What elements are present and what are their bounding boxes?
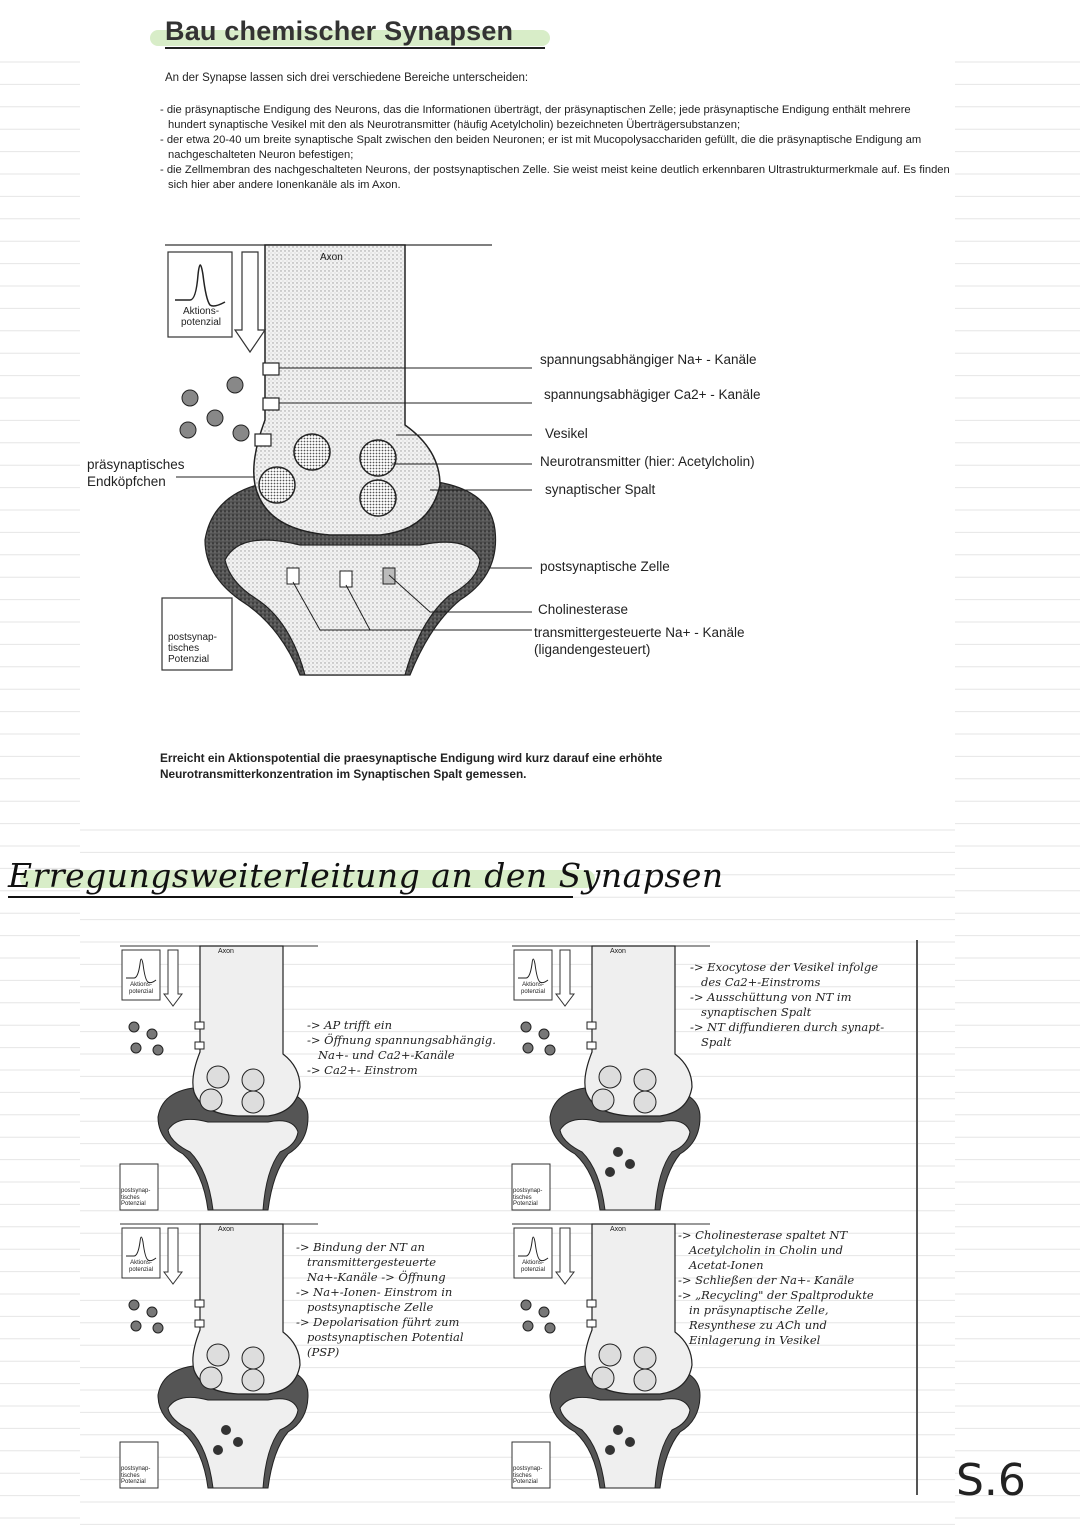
section-title-underline xyxy=(8,896,573,898)
bullet-item: - die Zellmembran des nachgeschalteten Neurons, der postsynaptischen Zelle. Sie weist meist keine deutlich erkennbaren Ultrastrukturmerkmale auf. Es finden sich hier aber andere Ionenkanäle als im Axon. xyxy=(160,164,950,191)
panel-3-notes: -> Bindung der NT an transmittergesteuerte Na+-Kanäle -> Öffnung -> Na+-Ionen- Einstrom in postsynaptische Zelle -> Depolarisation führt zum postsynaptischen Potential (PSP) xyxy=(296,1240,464,1359)
mini-ap-label: Aktions- potenzial xyxy=(128,1260,154,1273)
mini-synapse-panel-2 xyxy=(510,942,710,1212)
bullet-list xyxy=(160,103,950,193)
mini-synapse-panel-3 xyxy=(118,1220,318,1490)
page-number: S.6 xyxy=(956,1455,1026,1506)
page-title: Bau chemischer Synapsen xyxy=(165,16,514,46)
title-underline xyxy=(165,47,545,49)
mini-synapse-panel-1 xyxy=(118,942,318,1212)
label-vesicle: Vesikel xyxy=(545,426,588,441)
mini-psp-label: postsynap- tisches Potenzial xyxy=(513,1188,543,1207)
mini-psp-label: postsynap- tisches Potenzial xyxy=(121,1466,151,1485)
bullet-item: - der etwa 20-40 um breite synaptische Spalt zwischen den beiden Neuronen; er ist mit Mucopolysacchariden gefüllt, die die präsynaptische Endigung am nachgeschalteten Neuron befestigen; xyxy=(160,134,922,161)
mini-ap-label: Aktions- potenzial xyxy=(520,982,546,995)
panel-2-notes: -> Exocytose der Vesikel infolge des Ca2+-Einstroms -> Ausschüttung von NT im synaptischen Spalt -> NT diffundieren durch synapt- Spalt xyxy=(690,960,885,1049)
mini-axon-label: Axon xyxy=(218,948,234,955)
summary-text: Erreicht ein Aktionspotential die praesynaptische Endigung wird kurz darauf eine erhöhte Neurotransmitterkonzentration im Synaptischen Spalt gemessen. xyxy=(160,751,663,781)
label-postsynaptic-cell: postsynaptische Zelle xyxy=(540,559,670,574)
margin-line xyxy=(916,940,918,1495)
mini-psp-label: postsynap- tisches Potenzial xyxy=(121,1188,151,1207)
mini-psp-label: postsynap- tisches Potenzial xyxy=(513,1466,543,1485)
axon-label: Axon xyxy=(320,252,343,263)
panel-4-notes: -> Cholinesterase spaltet NT Acetylcholin in Cholin und Acetat-Ionen -> Schließen der Na+- Kanäle -> „Recycling" der Spaltprodukte in präsynaptische Zelle, Resynthese zu ACh und Einlagerung in Vesikel xyxy=(678,1228,874,1347)
mini-ap-label: Aktions- potenzial xyxy=(520,1260,546,1273)
panel-1-notes: -> AP trifft ein -> Öffnung spannungsabhängig. Na+- und Ca2+-Kanäle -> Ca2+- Einstrom xyxy=(307,1018,496,1077)
mini-ap-label: Aktions- potenzial xyxy=(128,982,154,995)
label-synaptic-cleft: synaptischer Spalt xyxy=(545,482,656,497)
label-ligand-channels: transmittergesteuerte Na+ - Kanäle (ligandengesteuert) xyxy=(534,625,745,657)
mini-axon-label: Axon xyxy=(610,948,626,955)
section-title: Erregungsweiterleitung an den Synapsen xyxy=(8,856,724,895)
label-ca-channels: spannungsabhägiger Ca2+ - Kanäle xyxy=(544,387,761,402)
psp-box-label: postsynap- tisches Potenzial xyxy=(168,632,217,665)
presynaptic-label: präsynaptisches Endköpfchen xyxy=(87,457,185,489)
ions xyxy=(180,377,249,441)
mini-axon-label: Axon xyxy=(218,1226,234,1233)
label-na-channels: spannungsabhängiger Na+ - Kanäle xyxy=(540,352,757,367)
bullet-item: - die präsynaptische Endigung des Neurons, das die Informationen überträgt, der präsynaptischen Zelle; jede präsynaptische Endigung enthält mehrere hundert synaptische Vesikel mit den als Neurotransmitter (häufig Acetylcholin) bezeichneten Überträgersubstanzen; xyxy=(160,104,911,131)
label-neurotransmitter: Neurotransmitter (hier: Acetylcholin) xyxy=(540,454,755,469)
intro-text: An der Synapse lassen sich drei verschiedene Bereiche unterscheiden: xyxy=(165,72,529,84)
ap-box-label: Aktions- potenzial xyxy=(180,306,222,328)
mini-axon-label: Axon xyxy=(610,1226,626,1233)
label-cholinesterase: Cholinesterase xyxy=(538,602,629,617)
